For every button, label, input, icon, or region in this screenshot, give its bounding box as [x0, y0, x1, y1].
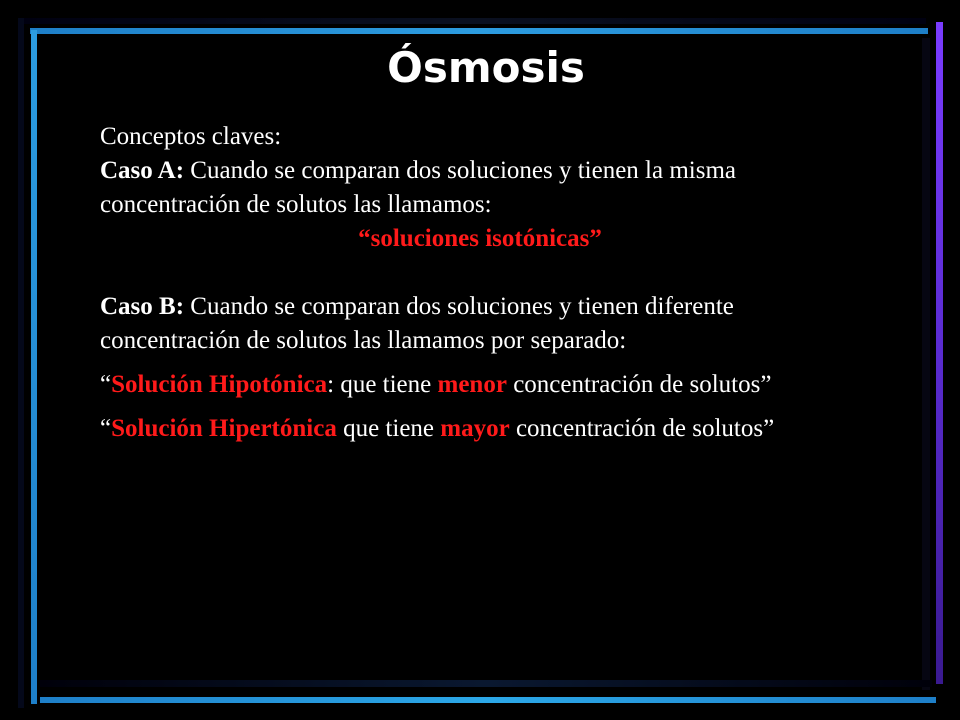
- spacer: [100, 256, 820, 290]
- caso-b-text: Cuando se comparan dos soluciones y tienen diferente concentración de solutos las llamamos por separado:: [100, 293, 734, 354]
- hipertonica-text-before: que tiene: [336, 415, 441, 442]
- slide-title: Ósmosis: [387, 43, 585, 92]
- caso-a-term-line: [100, 222, 820, 256]
- caso-b-label: Caso B:: [100, 293, 185, 320]
- hipotonica-term: Solución Hipotónica: [111, 371, 328, 398]
- hipertonica-term: Solución Hipertónica: [111, 415, 337, 442]
- hipotonica-paragraph: [100, 368, 820, 402]
- frame-top-dark-bar: [18, 18, 926, 24]
- intro-text: Conceptos claves:: [100, 123, 282, 150]
- hipertonica-open-quote: “: [100, 415, 112, 442]
- caso-a-paragraph: [100, 154, 820, 222]
- frame-left-dark-bar: [18, 18, 24, 708]
- hipotonica-open-quote: “: [100, 371, 112, 398]
- hipertonica-text-after: concentración de solutos”: [509, 415, 775, 442]
- caso-a-text: Cuando se comparan dos soluciones y tienen la misma concentración de solutos las llamamos:: [100, 157, 737, 218]
- frame-bottom-dark-bar: [40, 680, 932, 687]
- hipotonica-text-after: concentración de solutos”: [506, 371, 772, 398]
- frame-bottom-blue-bar: [40, 697, 936, 703]
- hipotonica-highlight: menor: [437, 371, 507, 398]
- caso-a-term: “soluciones isotónicas”: [358, 225, 602, 252]
- hipertonica-highlight: mayor: [440, 415, 510, 442]
- caso-b-paragraph: [100, 290, 820, 358]
- slide-body: [100, 120, 820, 446]
- caso-a-label: Caso A:: [100, 157, 185, 184]
- frame-top-blue-bar: [30, 28, 928, 34]
- frame-left-blue-bar: [31, 30, 37, 704]
- frame-right-purple-bar: [936, 22, 943, 684]
- hipertonica-paragraph: [100, 412, 820, 446]
- frame-right-dark-bar: [922, 38, 930, 690]
- hipotonica-text-before: : que tiene: [327, 371, 438, 398]
